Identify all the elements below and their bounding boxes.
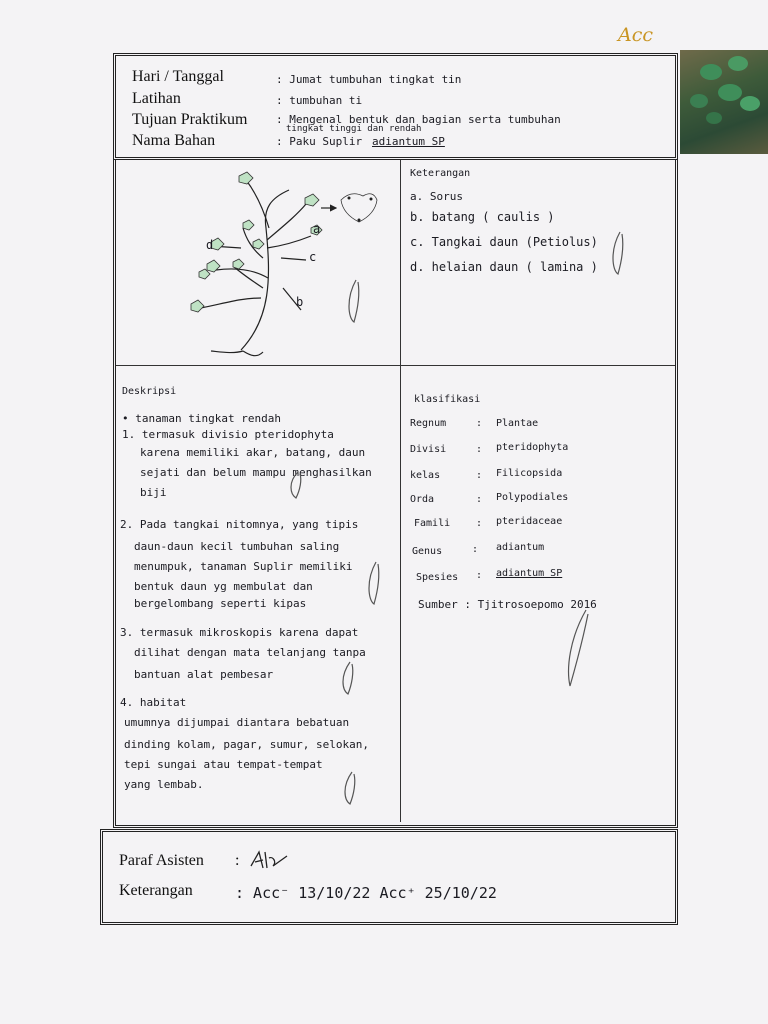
bahan-species: adiantum SP: [372, 135, 445, 148]
acc-corner-mark: Acc: [618, 24, 654, 46]
paraf-colon: :: [235, 852, 240, 869]
check-mark: [562, 608, 592, 688]
assistant-signature: [249, 848, 289, 872]
deskripsi-p4: dinding kolam, pagar, sumur, selokan,: [124, 738, 370, 751]
deskripsi-p2: bentuk daun yg membulat dan: [134, 580, 313, 593]
deskripsi-line: • tanaman tingkat rendah: [122, 412, 281, 425]
klas-key: Spesies: [416, 572, 459, 583]
keterangan-item-a: a. Sorus: [410, 190, 463, 203]
acc-dates: : Acc⁻ 13/10/22 Acc⁺ 25/10/22: [235, 884, 497, 902]
klas-value: Polypodiales: [496, 492, 569, 503]
check-mark: [344, 278, 364, 324]
sumber: Sumber : Tjitrosoepomo 2016: [418, 598, 597, 611]
klas-value: pteridophyta: [496, 442, 569, 453]
footer-box: [100, 829, 678, 925]
keterangan-item-d: d. helaian daun ( lamina ): [410, 260, 598, 274]
deskripsi-line: 1. termasuk divisio pteridophyta: [122, 428, 334, 441]
latihan-label: Latihan: [132, 90, 181, 107]
klas-key: Orda: [410, 494, 435, 505]
label-c: c: [309, 250, 317, 264]
deskripsi-p3: dilihat dengan mata telanjang tanpa: [134, 646, 366, 659]
check-mark: [608, 230, 628, 276]
klasifikasi-title: klasifikasi: [414, 394, 481, 405]
deskripsi-p2: bergelombang seperti kipas: [134, 597, 307, 610]
tujuan-value-1: : Mengenal bentuk dan bagian serta tumbuhan: [276, 113, 561, 126]
klas-value: adiantum SP: [496, 568, 563, 579]
klas-key: Genus: [412, 546, 443, 557]
label-d: d: [206, 238, 214, 252]
klas-sep: :: [476, 494, 483, 505]
deskripsi-line: biji: [140, 486, 167, 499]
klas-sep: :: [472, 544, 479, 555]
main-grid: [113, 160, 678, 828]
label-a: a: [313, 222, 321, 236]
tujuan-label: Tujuan Praktikum: [132, 111, 248, 128]
tujuan-value-2: tingkat tinggi dan rendah: [286, 124, 422, 134]
klas-sep: :: [476, 418, 483, 429]
deskripsi-p3: bantuan alat pembesar: [134, 668, 274, 681]
hari-label: Hari / Tanggal: [132, 68, 224, 85]
klas-sep: :: [476, 444, 483, 455]
keterangan-title: Keterangan: [410, 168, 471, 179]
klas-key: kelas: [410, 470, 441, 481]
klas-sep: :: [476, 570, 483, 581]
klas-sep: :: [476, 470, 483, 481]
latihan-value: : tumbuhan ti: [276, 94, 363, 107]
check-mark: [338, 660, 358, 696]
check-mark: [340, 770, 360, 806]
keterangan-item-c: c. Tangkai daun (Petiolus): [410, 235, 598, 249]
deskripsi-line: karena memiliki akar, batang, daun: [140, 446, 366, 459]
klas-sep: :: [476, 518, 483, 529]
klas-key: Regnum: [410, 418, 447, 429]
klas-value: pteridaceae: [496, 516, 563, 527]
header-box: [113, 53, 678, 160]
hari-value: : Jumat tumbuhan tingkat tin: [276, 73, 462, 86]
deskripsi-p2: 2. Pada tangkai nitomnya, yang tipis: [120, 518, 359, 531]
check-mark: [286, 470, 306, 500]
bahan-value: : Paku Suplir: [276, 135, 363, 148]
label-b: b: [296, 295, 304, 309]
paraf-label: Paraf Asisten: [119, 852, 204, 869]
deskripsi-title: Deskripsi: [122, 386, 177, 397]
klas-value: Filicopsida: [496, 468, 563, 479]
grid-horizontal-divider: [116, 365, 675, 366]
fern-drawing: [171, 168, 401, 358]
deskripsi-line: sejati dan belum mampu menghasilkan: [140, 466, 372, 479]
check-mark: [364, 560, 384, 606]
klas-value: Plantae: [496, 418, 539, 429]
klas-key: Divisi: [410, 444, 447, 455]
deskripsi-p4: yang lembab.: [124, 778, 204, 791]
deskripsi-p4: tepi sungai atau tempat-tempat: [124, 758, 323, 771]
keterangan-item-b: b. batang ( caulis ): [410, 210, 555, 224]
deskripsi-p4: umumnya dijumpai diantara bebatuan: [124, 716, 350, 729]
bahan-label: Nama Bahan: [132, 132, 216, 149]
deskripsi-p4: 4. habitat: [120, 696, 187, 709]
klas-value: adiantum: [496, 542, 545, 553]
deskripsi-p2: menumpuk, tanaman Suplir memiliki: [134, 560, 353, 573]
deskripsi-p3: 3. termasuk mikroskopis karena dapat: [120, 626, 359, 639]
fern-photo: [680, 50, 768, 154]
keterangan-label: Keterangan: [119, 882, 193, 899]
klas-key: Famili: [414, 518, 451, 529]
deskripsi-p2: daun-daun kecil tumbuhan saling: [134, 540, 340, 553]
